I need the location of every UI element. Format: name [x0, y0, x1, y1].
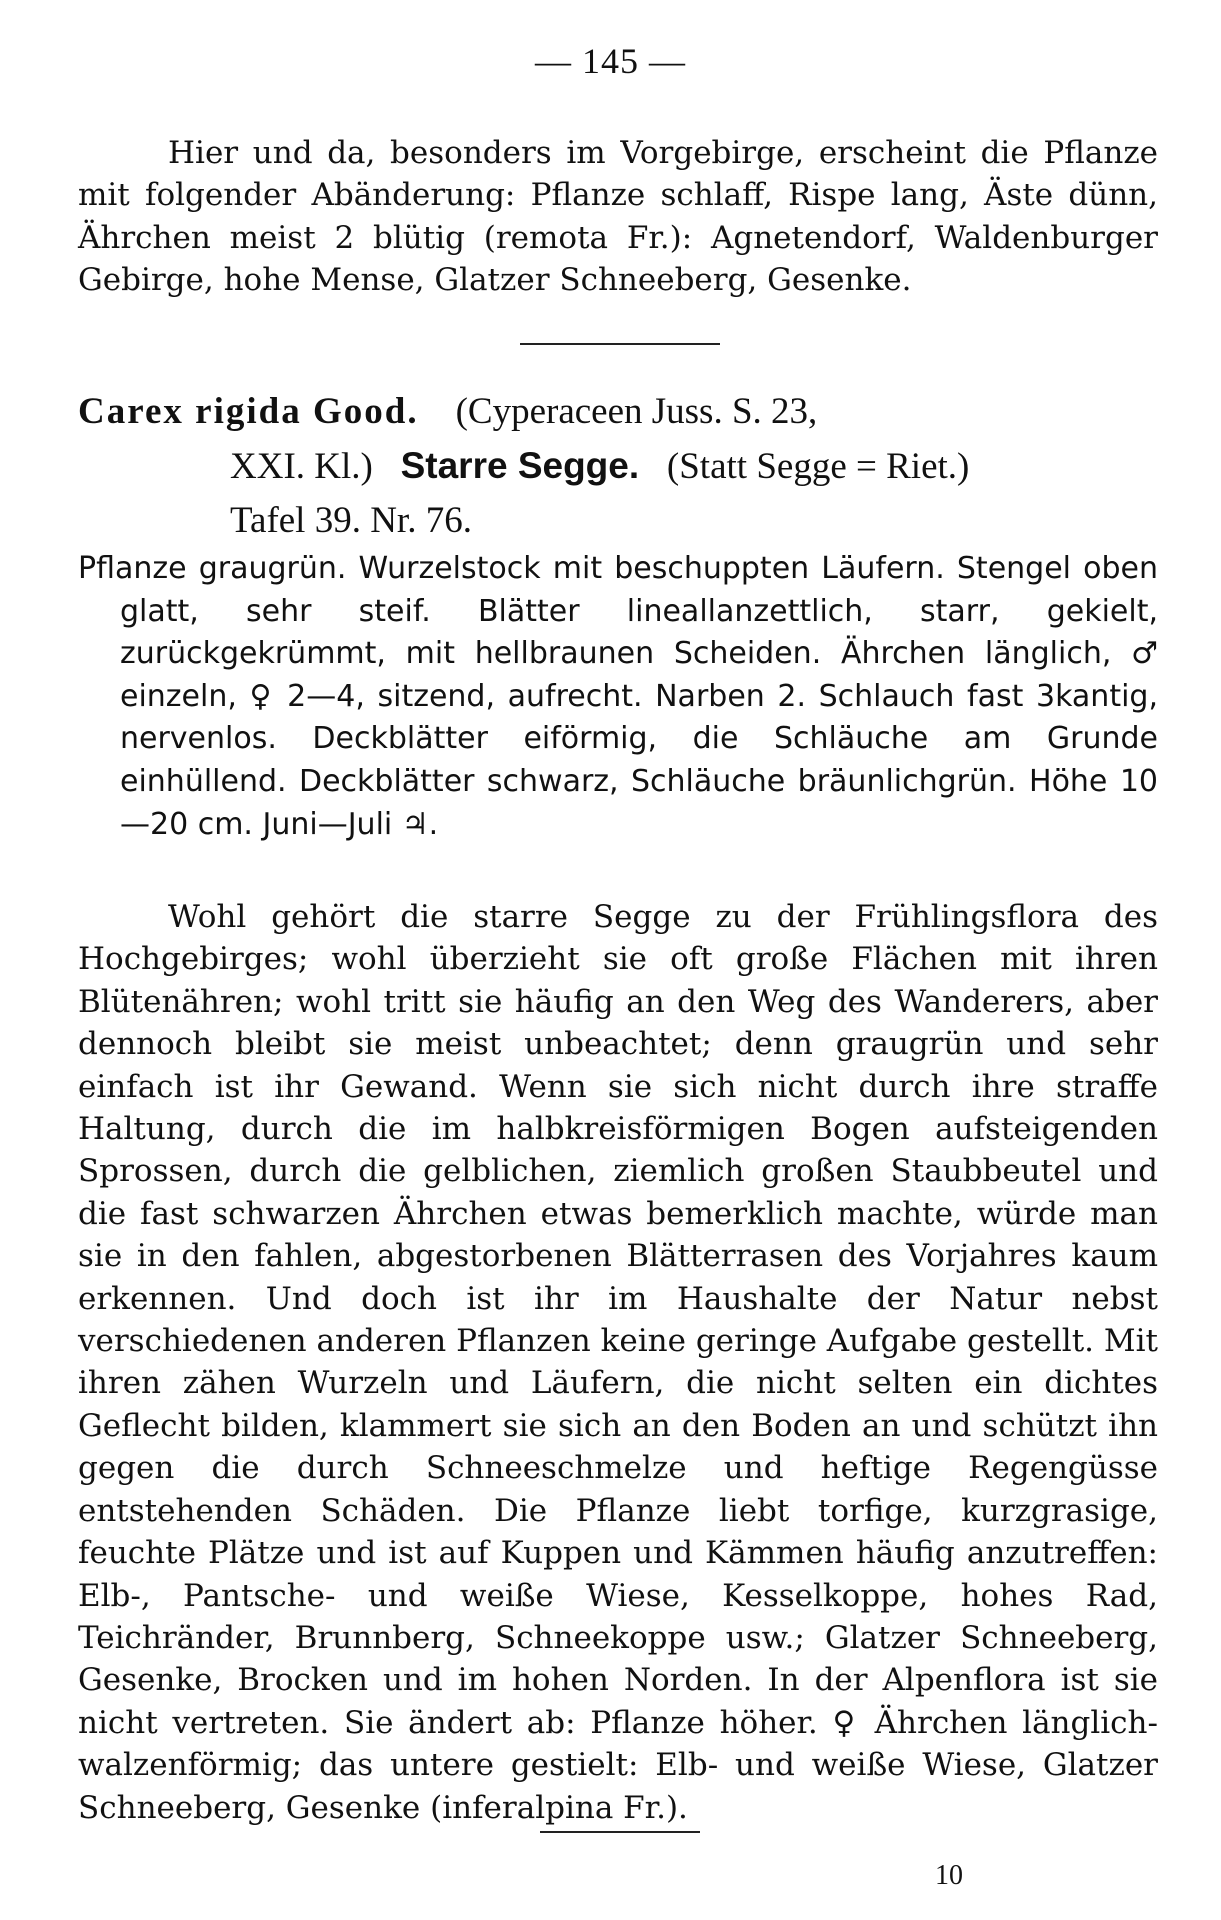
section-divider-top: [520, 343, 720, 345]
page-number: — 145 —: [535, 41, 686, 81]
species-description: Pflanze graugrün. Wurzelstock mit beschuppten Läufern. Stengel oben glatt, sehr steif. Blätter lineallanzettlich, starr, gekielt, zurückgekrümmt, mit hellbraunen Scheiden. Ährchen länglich, ♂ einzeln, ♀ 2—4, sitzend, aufrecht. Narben 2. Schlauch fast 3kantig, nervenlos. Deckblätter eiförmig, die Schläuche am Grunde einhüllend. Deckblätter schwarz, Schläuche bräunlichgrün. Höhe 10—20 cm. Juni—Juli ♃.: [78, 551, 1158, 842]
species-heading: [78, 385, 1158, 548]
species-german-name: Starre Segge.: [400, 445, 640, 486]
printer-signature: 10: [935, 1860, 963, 1891]
species-heading-line-2: [78, 439, 1158, 494]
main-text-block: [78, 896, 1158, 1829]
species-name-note: (Statt Segge = Riet.): [666, 446, 970, 487]
section-divider-bottom: [540, 1831, 700, 1833]
species-heading-line-1: [78, 385, 1158, 439]
species-plate-reference: Tafel 39. Nr. 76.: [230, 500, 472, 541]
species-family-reference: (Cyperaceen Juss. S. 23,: [455, 391, 818, 432]
species-description-block: [78, 548, 1158, 846]
species-linnean-class: XXI. Kl.): [230, 446, 373, 487]
species-latin-name: Carex rigida Good.: [78, 391, 419, 432]
variant-paragraph: Hier und da, besonders im Vorgebirge, erscheint die Pflanze mit folgender Abänderung: Pflanze schlaff, Rispe lang, Äste dünn, Ährchen meist 2 blütig (remota Fr.): Agnetendorf, Waldenburger Gebirge, hohe Mense, Glatzer Schneeberg, Gesenke.: [78, 135, 1158, 299]
variant-paragraph-block: [78, 132, 1158, 302]
main-text-paragraph: Wohl gehört die starre Segge zu der Frühlingsflora des Hochgebirges; wohl überzieht sie oft große Flächen mit ihren Blütenähren; wohl tritt sie häufig an den Weg des Wanderers, aber dennoch bleibt sie meist unbeachtet; denn graugrün und sehr einfach ist ihr Gewand. Wenn sie sich nicht durch ihre straffe Haltung, durch die im halbkreisförmigen Bogen aufsteigenden Sprossen, durch die gelblichen, ziemlich großen Staubbeutel und die fast schwarzen Ährchen etwas bemerklich machte, würde man sie in den fahlen, abgestorbenen Blätterrasen des Vorjahres kaum erkennen. Und doch ist ihr im Haushalte der Natur nebst verschiedenen anderen Pflanzen keine geringe Aufgabe gestellt. Mit ihren zähen Wurzeln und Läufern, die nicht selten ein dichtes Geflecht bilden, klammert sie sich an den Boden an und schützt ihn gegen die durch Schneeschmelze und heftige Regengüsse entstehenden Schäden. Die Pflanze liebt torfige, kurzgrasige, feuchte Plätze und ist auf Kuppen und Kämmen häufig anzutreffen: Elb-, Pantsche- und weiße Wiese, Kesselkoppe, hohes Rad, Teichränder, Brunnberg, Schneekoppe usw.; Glatzer Schneeberg, Gesenke, Brocken und im hohen Norden. In der Alpenflora ist sie nicht vertreten. Sie ändert ab: Pflanze höher. ♀ Ährchen länglich-walzenförmig; das untere gestielt: Elb- und weiße Wiese, Glatzer Schneeberg, Gesenke (inferalpina Fr.).: [78, 899, 1158, 1826]
